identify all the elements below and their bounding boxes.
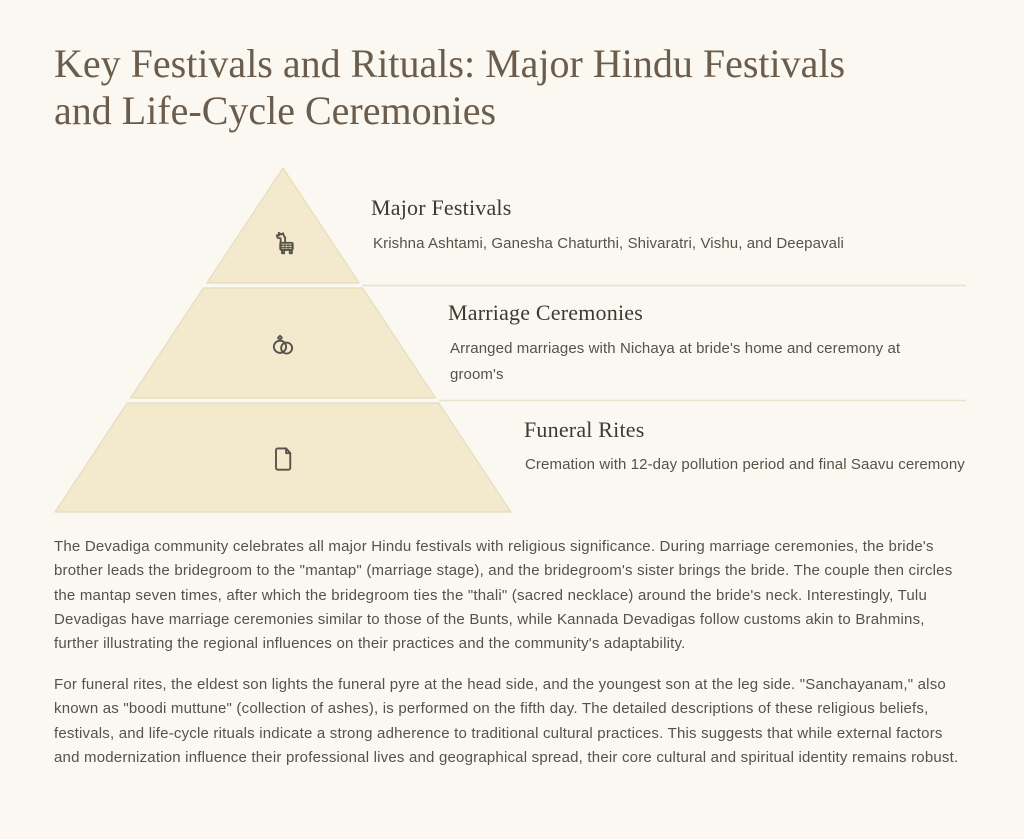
tier-description-funeral-rites: Cremation with 12-day pollution period and final Saavu ceremony <box>525 456 965 473</box>
tier-description-major-festivals: Krishna Ashtami, Ganesha Chaturthi, Shivaratri, Vishu, and Deepavali <box>373 235 844 252</box>
tier-heading-funeral-rites: Funeral Rites <box>524 417 645 442</box>
body-paragraph-funeral-rites: For funeral rites, the eldest son lights the funeral pyre at the head side, and the youngest son at the leg side. "Sanchayanam," also known as "boodi muttune" (collection of ashes), is performed on the fifth day. The detailed descriptions of these religious beliefs, festivals, and life-cycle rituals indicate a strong adherence to traditional cultural practices. This suggests that while external factors and modernization influence their professional lives and geographical spread, their core cultural and spiritual identity remains robust. <box>54 676 959 766</box>
wedding-rings-icon <box>268 329 298 359</box>
pyramid-tier-top-shape <box>207 168 359 283</box>
body-paragraph-festivals-marriage: The Devadiga community celebrates all major Hindu festivals with religious significance. During marriage ceremonies, the bride's brother leads the bridegroom to the "mantap" (marriage stage), and the bridegroom's sister brings the bride. The couple then circles the mantap seven times, after which the bridegroom ties the "thali" (sacred necklace) around the bride's neck. Interestingly, Tulu Devadigas have marriage ceremonies similar to those of the Bunts, while Kannada Devadigas follow customs akin to Brahmins, further illustrating the regional influences on their practices and the community's adaptability. <box>54 538 953 653</box>
tier-description-marriage-ceremonies: Arranged marriages with Nichaya at bride's home and ceremony at groom's <box>450 340 901 383</box>
tier-heading-marriage-ceremonies: Marriage Ceremonies <box>448 300 644 325</box>
pinata-icon <box>269 228 299 258</box>
tier-heading-major-festivals: Major Festivals <box>371 195 512 220</box>
document-icon <box>268 444 298 474</box>
page-title: Key Festivals and Rituals: Major Hindu Festivals and Life-Cycle Ceremonies <box>54 41 846 134</box>
